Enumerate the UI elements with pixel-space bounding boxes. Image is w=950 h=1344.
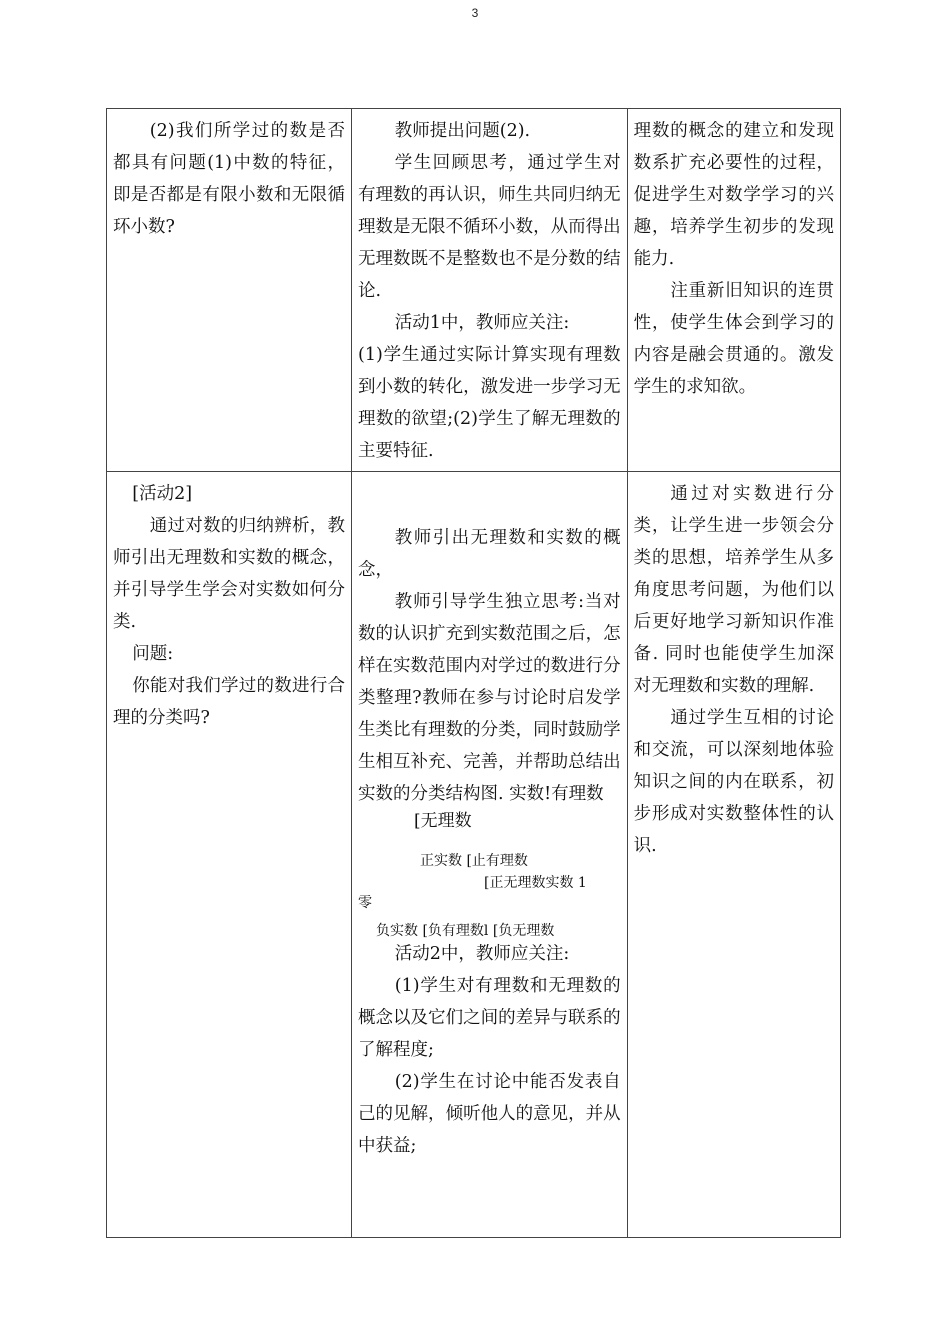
student-activity-cell — [107, 109, 352, 472]
paragraph: 活动1中，教师应关注: — [394, 313, 570, 333]
paragraph: (2)学生在讨论中能否发表自己的见解，倾听他人的意见，并从中获益; — [358, 1072, 621, 1156]
question-label: 问题: — [132, 644, 174, 664]
diagram-text: 零 — [358, 895, 373, 911]
paragraph: 理数的概念的建立和发现数系扩充必要性的过程，促进学生对数学学习的兴趣，培养学生初步的发现能力. — [633, 121, 834, 269]
teacher-activity-cell — [352, 472, 628, 1238]
table-row — [107, 472, 841, 1238]
design-intent-cell — [627, 109, 840, 472]
paragraph: 通过对实数进行分类，让学生进一步领会分类的思想，培养学生从多角度思考问题，为他们以后更好地学习新知识作准备. 同时也能使学生加深对无理数和实数的理解. — [633, 484, 834, 696]
real-number-classification-diagram — [358, 810, 621, 938]
teacher-activity-cell — [352, 109, 628, 472]
student-activity-cell — [107, 472, 352, 1238]
design-intent-cell — [627, 472, 840, 1238]
paragraph: 活动2中，教师应关注: — [394, 944, 570, 964]
paragraph: 通过学生互相的讨论和交流，可以深刻地体验知识之间的内在联系，初步形成对实数整体性的认识. — [633, 708, 834, 856]
diagram-text: [正无理数实数 1 — [484, 875, 587, 891]
paragraph: (1)学生对有理数和无理数的概念以及它们之间的差异与联系的了解程度; — [358, 976, 621, 1060]
paragraph: 通过对数的归纳辨析，教师引出无理数和实数的概念，并引导学生学会对实数如何分类. — [113, 516, 346, 632]
table-row — [107, 109, 841, 472]
diagram-text: 负实数 [负有理数l [负无理数 — [376, 923, 555, 939]
diagram-text: 正实数 [止有理数 — [420, 853, 528, 869]
paragraph: 教师引出无理数和实数的概念， — [358, 528, 621, 580]
activity-heading: [活动2] — [132, 484, 193, 504]
paragraph: 注重新旧知识的连贯性，使学生体会到学习的内容是融会贯通的。激发学生的求知欲。 — [633, 281, 834, 397]
spacer — [358, 478, 621, 522]
lesson-plan-table — [106, 108, 841, 1238]
paragraph: 教师提出问题(2). — [394, 121, 531, 141]
page-number: 3 — [471, 6, 479, 20]
diagram-text: [无理数 — [414, 811, 472, 831]
paragraph: (1)学生通过实际计算实现有理数到小数的转化，激发进一步学习无理数的欲望;(2)学生了解无理数的主要特征. — [358, 345, 621, 461]
paragraph: 教师引导学生独立思考:当对数的认识扩充到实数范围之后，怎样在实数范围内对学过的数进行分类整理?教师在参与讨论时启发学生类比有理数的分类，同时鼓励学生相互补充、完善，并帮助总结出实数的分类结构图. 实数!有理数 — [358, 592, 621, 804]
paragraph: 学生回顾思考，通过学生对有理数的再认识，师生共同归纳无理数是无限不循环小数，从而得出无理数既不是整数也不是分数的结论. — [358, 153, 621, 301]
question-text: 你能对我们学过的数进行合理的分类吗? — [113, 676, 346, 728]
question-text: (2)我们所学过的数是否都具有问题(1)中数的特征，即是否都是有限小数和无限循环小数? — [113, 121, 346, 237]
